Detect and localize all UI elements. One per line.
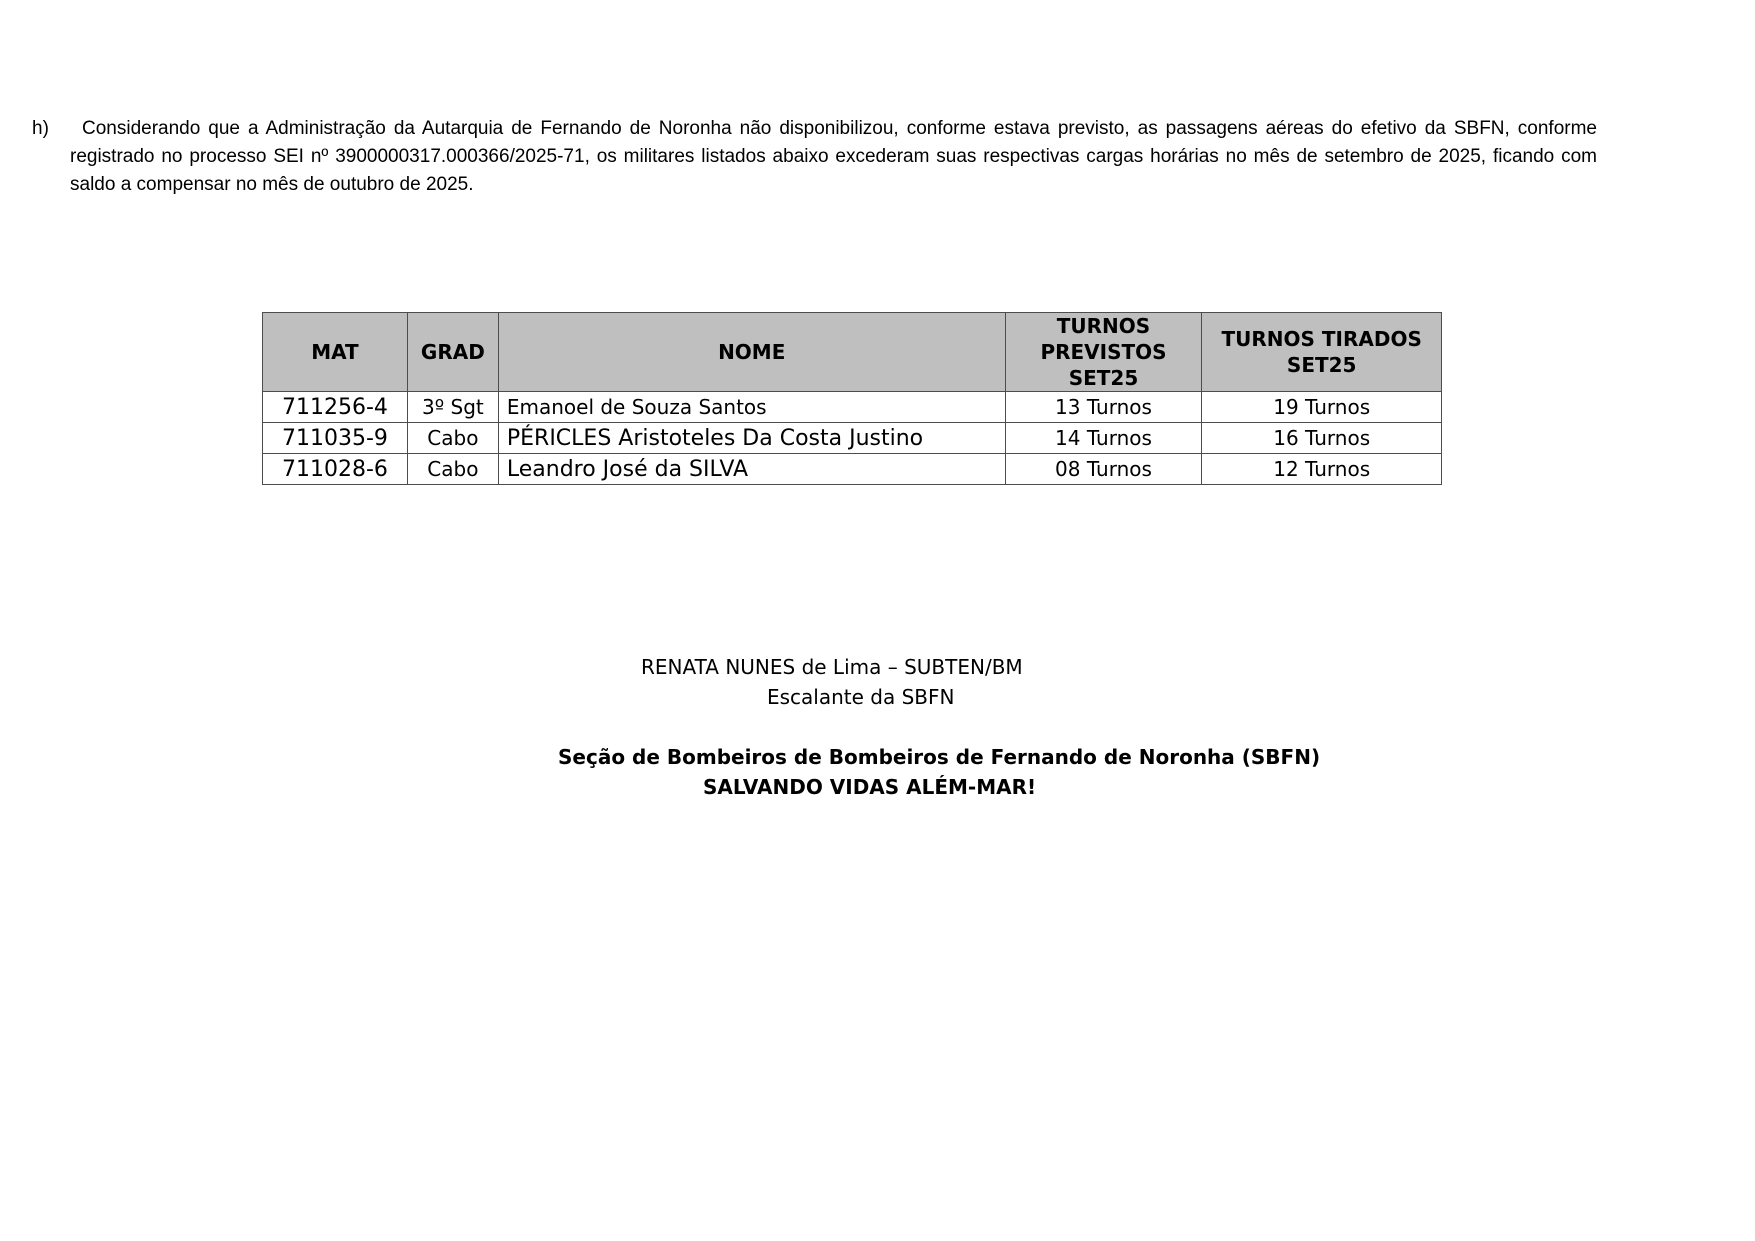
cell-previstos: 08 Turnos bbox=[1005, 454, 1202, 485]
cell-grad: 3º Sgt bbox=[407, 392, 498, 423]
cell-mat: 711035-9 bbox=[263, 423, 408, 454]
header-mat: MAT bbox=[263, 313, 408, 392]
cell-grad: Cabo bbox=[407, 454, 498, 485]
table-header-row bbox=[263, 313, 1442, 392]
header-previstos-line1: TURNOS bbox=[1056, 314, 1151, 338]
header-grad: GRAD bbox=[407, 313, 498, 392]
organization-motto: SALVANDO VIDAS ALÉM-MAR! bbox=[703, 775, 1037, 799]
cell-nome: Emanoel de Souza Santos bbox=[498, 392, 1005, 423]
item-marker: h) bbox=[32, 118, 49, 139]
cell-tirados: 12 Turnos bbox=[1202, 454, 1442, 485]
header-previstos-line2: PREVISTOS SET25 bbox=[1040, 340, 1167, 390]
table-row bbox=[263, 423, 1442, 454]
signatory-role: Escalante da SBFN bbox=[767, 685, 955, 709]
intro-paragraph bbox=[32, 115, 1597, 199]
cell-mat: 711256-4 bbox=[263, 392, 408, 423]
cell-nome: Leandro José da SILVA bbox=[498, 454, 1005, 485]
header-tirados-line1: TURNOS TIRADOS bbox=[1221, 327, 1422, 351]
table-row bbox=[263, 392, 1442, 423]
shifts-table bbox=[262, 312, 1442, 485]
cell-grad: Cabo bbox=[407, 423, 498, 454]
header-nome: NOME bbox=[498, 313, 1005, 392]
organization-name: Seção de Bombeiros de Bombeiros de Fernando de Noronha (SBFN) bbox=[558, 745, 1321, 769]
header-tirados-line2: SET25 bbox=[1286, 353, 1357, 377]
cell-mat: 711028-6 bbox=[263, 454, 408, 485]
cell-previstos: 14 Turnos bbox=[1005, 423, 1202, 454]
paragraph-text: Considerando que a Administração da Autarquia de Fernando de Noronha não disponibilizou, conforme estava previsto, as passagens aéreas do efetivo da SBFN, conforme registrado no processo SEI nº 3900000317.000366/2025-71, os militares listados abaixo excederam suas respectivas cargas horárias no mês de setembro de 2025, ficando com saldo a compensar no mês de outubro de 2025. bbox=[70, 118, 1597, 195]
cell-tirados: 16 Turnos bbox=[1202, 423, 1442, 454]
table-row bbox=[263, 454, 1442, 485]
header-tirados bbox=[1202, 313, 1442, 392]
signatory-name: RENATA NUNES de Lima – SUBTEN/BM bbox=[641, 655, 1023, 679]
cell-nome: PÉRICLES Aristoteles Da Costa Justino bbox=[498, 423, 1005, 454]
cell-tirados: 19 Turnos bbox=[1202, 392, 1442, 423]
cell-previstos: 13 Turnos bbox=[1005, 392, 1202, 423]
header-previstos bbox=[1005, 313, 1202, 392]
